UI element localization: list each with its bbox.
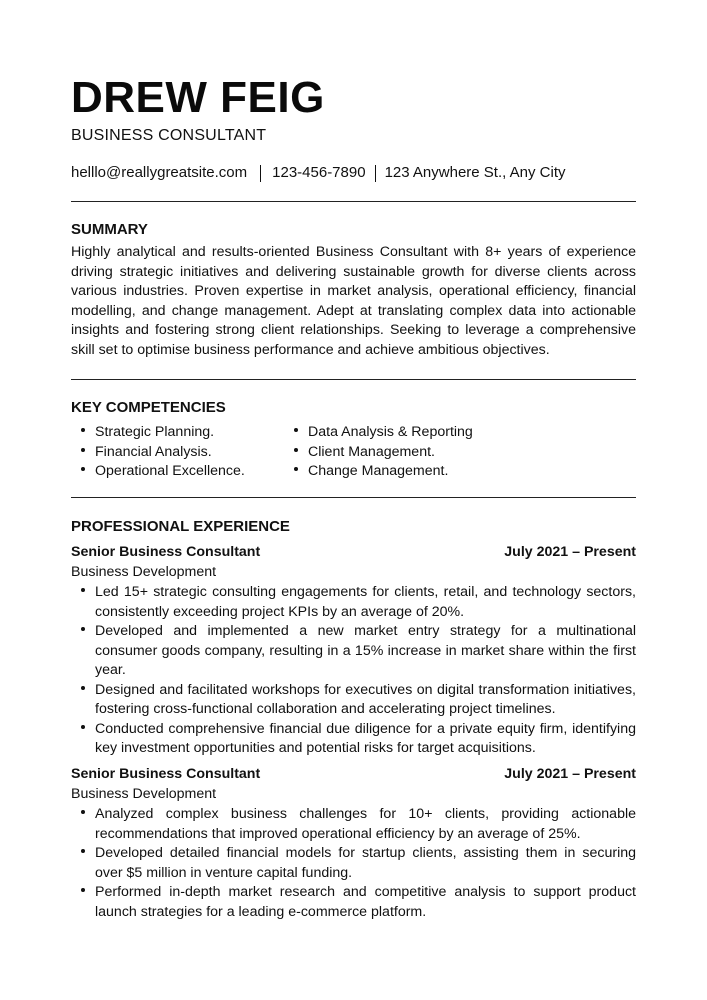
competency-item: Client Management. (294, 443, 473, 463)
competency-item: Data Analysis & Reporting (294, 423, 473, 443)
summary-text: Highly analytical and results-oriented Business Consultant with 8+ years of experience driving strategic initiatives and delivering sustainable growth for diverse clients across various industries. Proven expertise in market analysis, operational efficiency, financial modelling, and change management. Adept at translating complex data into actionable insights and fostering strong client relationships. Seeking to leverage a comprehensive skill set to optimise business performance and achieve ambitious objectives. (71, 244, 636, 358)
bullet-icon (81, 805, 95, 844)
job-header (71, 764, 636, 784)
job-bullet: Conducted comprehensive financial due diligence for a private equity firm, identifying key investment opportunities and potential risks for target acquisitions. (81, 720, 636, 759)
job-dates: July 2021 – Present (504, 766, 636, 782)
job-entry (71, 542, 636, 759)
bullet-icon (81, 681, 95, 720)
section-divider (71, 379, 636, 380)
candidate-title: BUSINESS CONSULTANT (71, 127, 267, 144)
job-bullet: Led 15+ strategic consulting engagements for clients, retail, and technology sectors, consistently exceeding project KPIs by an average of 20%. (81, 583, 636, 622)
bullet-icon (81, 443, 95, 463)
bullet-icon (81, 583, 95, 622)
bullet-icon (81, 423, 95, 443)
section-divider (71, 497, 636, 498)
job-role: Senior Business Consultant (71, 544, 261, 560)
bullet-icon (81, 462, 95, 482)
job-role: Senior Business Consultant (71, 766, 261, 782)
competency-item: Strategic Planning. (81, 423, 294, 443)
bullet-icon (294, 423, 308, 443)
job-header (71, 542, 636, 562)
section-divider (71, 201, 636, 202)
competencies-column-2 (294, 423, 473, 482)
summary-heading: SUMMARY (71, 221, 148, 238)
bullet-icon (294, 443, 308, 463)
contact-divider (260, 165, 261, 182)
job-entry (71, 764, 636, 922)
contact-email: helllo@reallygreatsite.com (71, 164, 248, 181)
job-bullet: Analyzed complex business challenges for 10+ clients, providing actionable recommendations that improved operational efficiency by an average of 25%. (81, 805, 636, 844)
contact-divider (375, 165, 376, 182)
bullet-icon (294, 462, 308, 482)
competency-item: Change Management. (294, 462, 473, 482)
bullet-icon (81, 883, 95, 922)
contact-line (71, 163, 566, 183)
job-bullets (81, 805, 636, 922)
job-bullet: Developed detailed financial models for startup clients, assisting them in securing over $5 million in venture capital funding. (81, 844, 636, 883)
contact-phone: 123-456-7890 (272, 164, 366, 181)
job-department: Business Development (71, 786, 217, 802)
candidate-name: DREW FEIG (71, 73, 325, 122)
competency-item: Financial Analysis. (81, 443, 294, 463)
competencies-column-1 (81, 423, 294, 482)
bullet-icon (81, 622, 95, 681)
experience-heading: PROFESSIONAL EXPERIENCE (71, 518, 290, 535)
competency-item: Operational Excellence. (81, 462, 294, 482)
job-bullet: Designed and facilitated workshops for executives on digital transformation initiatives, fostering cross-functional collaboration and accelerating project timelines. (81, 681, 636, 720)
contact-address: 123 Anywhere St., Any City (384, 164, 566, 181)
job-bullet: Developed and implemented a new market entry strategy for a multinational consumer goods company, resulting in a 15% increase in market share within the first year. (81, 622, 636, 681)
bullet-icon (81, 720, 95, 759)
job-department: Business Development (71, 564, 217, 580)
competencies-list (81, 423, 473, 482)
bullet-icon (81, 844, 95, 883)
job-bullets (81, 583, 636, 759)
competencies-heading: KEY COMPETENCIES (71, 399, 226, 416)
job-dates: July 2021 – Present (504, 544, 636, 560)
job-bullet: Performed in-depth market research and competitive analysis to support product launch strategies for a leading e-commerce platform. (81, 883, 636, 922)
